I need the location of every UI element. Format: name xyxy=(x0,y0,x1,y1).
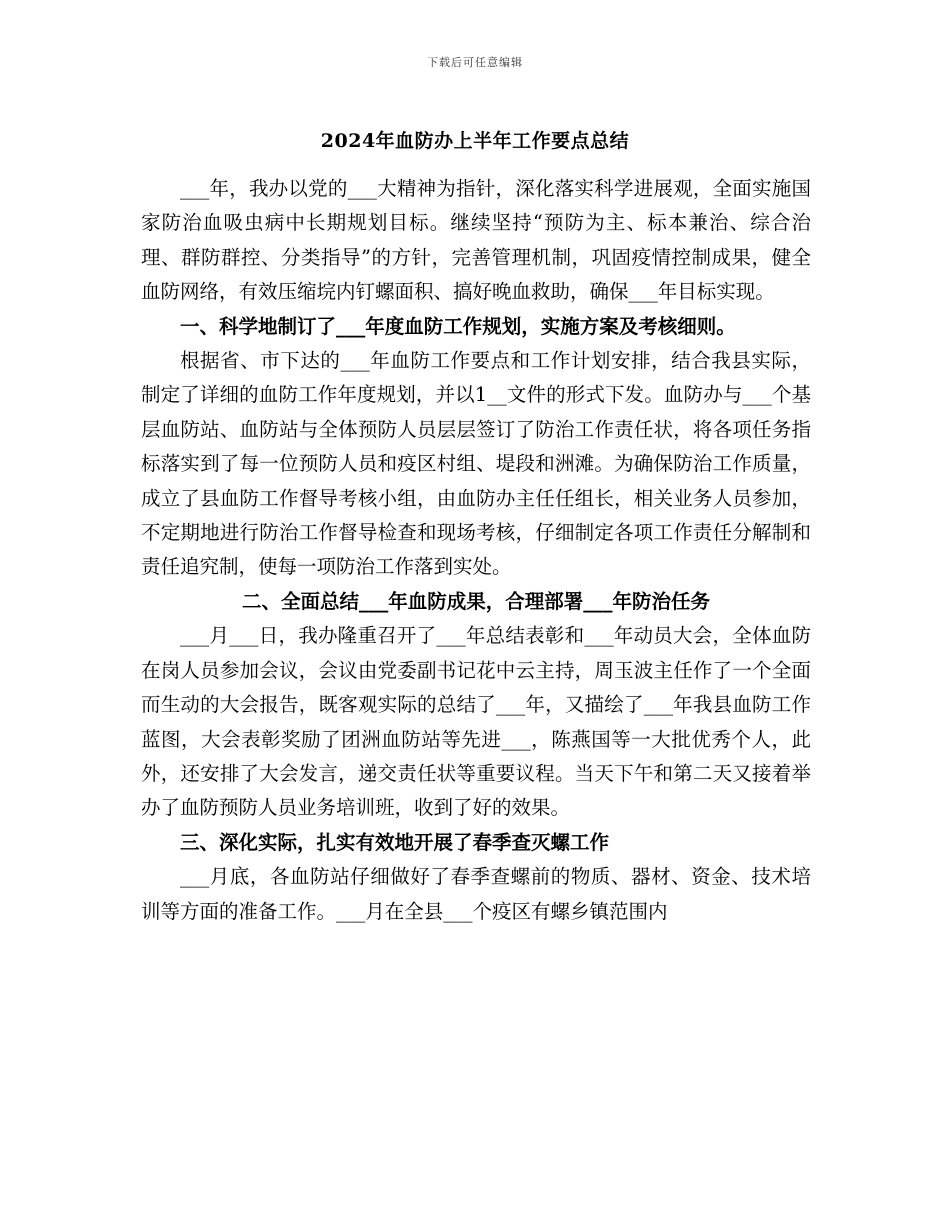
section-2-paragraph: ___月___日，我办隆重召开了___年总结表彰和___年动员大会，全体血防在岗人员参加会议，会议由党委副书记花中云主持，周玉波主任作了一个全面而生动的大会报告，既客观实际的总结了___年，又描绘了___年我县血防工作蓝图，大会表彰奖励了团洲血防站等先进___，陈燕国等一大批优秀个人，此外，还安排了大会发言，递交责任状等重要议程。当天下午和第二天又接着举办了血防预防人员业务培训班，收到了好的效果。 xyxy=(141,624,811,820)
section-1-paragraph: 根据省、市下达的___年血防工作要点和工作计划安排，结合我县实际，制定了详细的血防工作年度规划，并以1__文件的形式下发。血防办与___个基层血防站、血防站与全体预防人员层层签订了防治工作责任状，将各项任务指标落实到了每一位预防人员和疫区村组、堤段和洲滩。为确保防治工作质量，成立了县血防工作督导考核小组，由血防办主任任组长，相关业务人员参加，不定期地进行防治工作督导检查和现场考核，仔细制定各项工作责任分解制和责任追究制，使每一项防治工作落到实处。 xyxy=(141,349,811,579)
section-1-heading: 一、科学地制订了___年度血防工作规划，实施方案及考核细则。 xyxy=(180,314,736,338)
intro-paragraph: ___年，我办以党的___大精神为指针，深化落实科学进展观，全面实施国家防治血吸虫病中长期规划目标。继续坚持“预防为主、标本兼治、综合治理、群防群控、分类指导”的方针，完善管理机制，巩固疫情控制成果，健全血防网络，有效压缩垸内钉螺面积、搞好晚血救助，确保___年目标实现。 xyxy=(141,177,811,304)
document-body xyxy=(141,172,811,929)
section-2-heading: 二、全面总结___年血防成果，合理部署___年防治任务 xyxy=(241,589,710,613)
section-3-heading: 三、深化实际，扎实有效地开展了春季查灭螺工作 xyxy=(180,830,610,854)
section-3-paragraph: ___月底，各血防站仔细做好了春季查螺前的物质、器材、资金、技术培训等方面的准备工作。___月在全县___个疫区有螺乡镇范围内 xyxy=(141,865,811,923)
header-note: 下载后可任意编辑 xyxy=(427,56,523,69)
document-title: 2024年血防办上半年工作要点总结 xyxy=(320,130,630,152)
